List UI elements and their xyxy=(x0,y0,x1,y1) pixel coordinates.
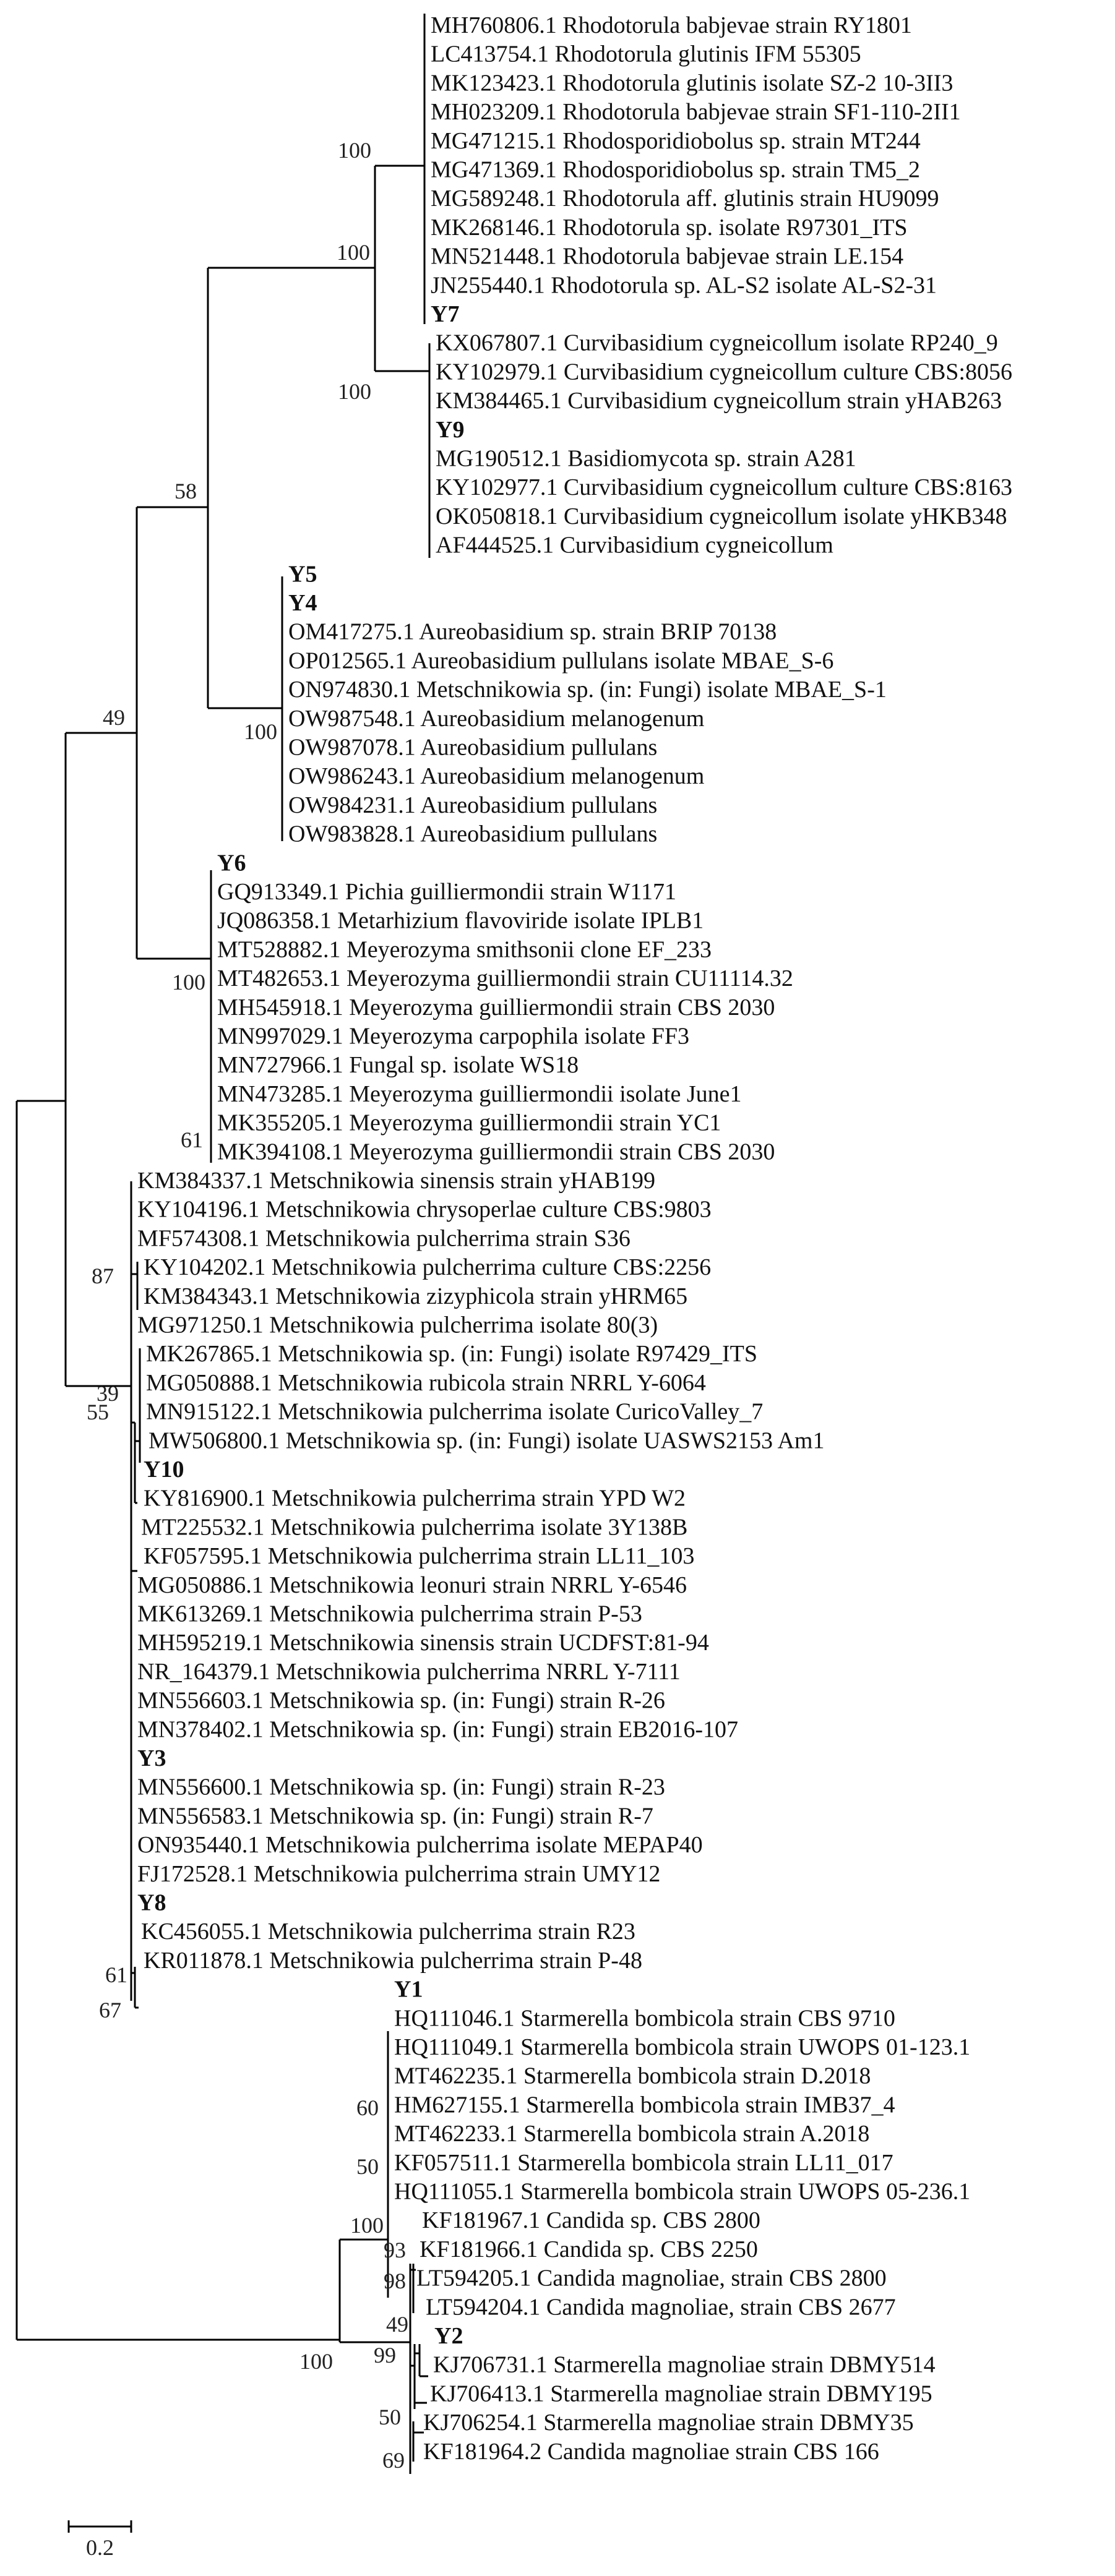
bootstrap-value: 100 xyxy=(299,2349,333,2374)
tip-label: OW986243.1 Aureobasidium melanogenum xyxy=(288,763,705,790)
tip-label: LT594204.1 Candida magnoliae, strain CBS 2677 xyxy=(426,2294,896,2321)
tip-label: MN378402.1 Metschnikowia sp. (in: Fungi) strain EB2016-107 xyxy=(137,1716,739,1743)
tip-label: MG471215.1 Rhodosporidiobolus sp. strain MT244 xyxy=(431,127,921,154)
tip-label: FJ172528.1 Metschnikowia pulcherrima strain UMY12 xyxy=(137,1860,661,1887)
bootstrap-value: 69 xyxy=(382,2448,405,2473)
tip-label: MN556603.1 Metschnikowia sp. (in: Fungi) strain R-26 xyxy=(137,1687,665,1714)
bootstrap-value: 100 xyxy=(338,138,371,163)
tip-label: KY816900.1 Metschnikowia pulcherrima strain YPD W2 xyxy=(144,1485,686,1512)
tip-label: MN473285.1 Meyerozyma guilliermondii isolate June1 xyxy=(217,1080,742,1107)
tip-label: OW984231.1 Aureobasidium pullulans xyxy=(288,792,658,818)
tip-label: MG190512.1 Basidiomycota sp. strain A281 xyxy=(436,445,856,472)
bootstrap-value: 50 xyxy=(379,2405,401,2429)
tip-label: MN556600.1 Metschnikowia sp. (in: Fungi) strain R-23 xyxy=(137,1774,665,1800)
bootstrap-value: 49 xyxy=(386,2312,408,2337)
tip-label: MK355205.1 Meyerozyma guilliermondii strain YC1 xyxy=(217,1110,721,1136)
tip-label: MN521448.1 Rhodotorula babjevae strain LE.154 xyxy=(431,243,904,270)
sample-label: Y4 xyxy=(288,590,317,616)
tip-label: ON974830.1 Metschnikowia sp. (in: Fungi) isolate MBAE_S-1 xyxy=(288,677,887,703)
tip-label: LC413754.1 Rhodotorula glutinis IFM 55305 xyxy=(431,41,861,67)
tip-label: HQ111049.1 Starmerella bombicola strain UWOPS 01-123.1 xyxy=(394,2034,971,2060)
tip-label: LT594205.1 Candida magnoliae, strain CBS 2800 xyxy=(416,2265,887,2291)
tip-label: MT528882.1 Meyerozyma smithsonii clone EF_233 xyxy=(217,936,712,963)
bootstrap-value: 60 xyxy=(356,2095,379,2120)
tip-label: JN255440.1 Rhodotorula sp. AL-S2 isolate AL-S2-31 xyxy=(431,272,937,299)
tip-label: OW987078.1 Aureobasidium pullulans xyxy=(288,734,658,761)
bootstrap-value: 100 xyxy=(337,240,370,265)
bootstrap-value: 87 xyxy=(92,1264,114,1288)
bootstrap-value: 93 xyxy=(384,2238,406,2262)
tip-label: MK394108.1 Meyerozyma guilliermondii strain CBS 2030 xyxy=(217,1139,775,1165)
tip-label: KR011878.1 Metschnikowia pulcherrima strain P-48 xyxy=(144,1947,642,1974)
bootstrap-value: 100 xyxy=(172,970,205,995)
tip-label: MN915122.1 Metschnikowia pulcherrima isolate CuricoValley_7 xyxy=(146,1398,764,1425)
tip-label: ON935440.1 Metschnikowia pulcherrima isolate MEPAP40 xyxy=(137,1832,703,1859)
tip-label: KC456055.1 Metschnikowia pulcherrima strain R23 xyxy=(141,1919,635,1945)
tip-label: MK613269.1 Metschnikowia pulcherrima strain P-53 xyxy=(137,1601,642,1627)
tip-label: AF444525.1 Curvibasidium cygneicollum xyxy=(436,532,833,558)
tip-label: HM627155.1 Starmerella bombicola strain IMB37_4 xyxy=(394,2092,895,2118)
bootstrap-value: 61 xyxy=(105,1962,127,1987)
tip-label: MG050886.1 Metschnikowia leonuri strain NRRL Y-6546 xyxy=(137,1572,687,1598)
tip-label: MG589248.1 Rhodotorula aff. glutinis strain HU9099 xyxy=(431,186,939,212)
tip-label: OK050818.1 Curvibasidium cygneicollum isolate yHKB348 xyxy=(436,503,1007,529)
tip-label: MN727966.1 Fungal sp. isolate WS18 xyxy=(217,1052,579,1079)
tip-label: KJ706413.1 Starmerella magnoliae strain DBMY195 xyxy=(430,2381,932,2407)
bootstrap-value: 55 xyxy=(87,1400,109,1424)
tip-label: KF057595.1 Metschnikowia pulcherrima strain LL11_103 xyxy=(144,1543,695,1570)
tip-label: GQ913349.1 Pichia guilliermondii strain W1171 xyxy=(217,879,676,905)
bootstrap-value: 49 xyxy=(103,705,125,730)
tip-label: KJ706254.1 Starmerella magnoliae strain DBMY35 xyxy=(423,2410,914,2436)
tip-label: MT462233.1 Starmerella bombicola strain A.2018 xyxy=(394,2121,870,2147)
sample-label: Y1 xyxy=(394,1976,423,2003)
tip-label: KM384465.1 Curvibasidium cygneicollum strain yHAB263 xyxy=(436,388,1002,414)
tip-label: OM417275.1 Aureobasidium sp. strain BRIP 70138 xyxy=(288,618,777,645)
tip-label: MG471369.1 Rhodosporidiobolus sp. strain TM5_2 xyxy=(431,156,921,183)
bootstrap-value: 39 xyxy=(97,1381,119,1406)
tip-label: KF181964.2 Candida magnoliae strain CBS 166 xyxy=(423,2438,879,2465)
sample-label: Y2 xyxy=(434,2323,463,2349)
tip-label: MN556583.1 Metschnikowia sp. (in: Fungi) strain R-7 xyxy=(137,1803,653,1829)
tip-label: HQ111046.1 Starmerella bombicola strain CBS 9710 xyxy=(394,2005,895,2032)
sample-label: Y7 xyxy=(431,301,460,327)
tip-label: MT225532.1 Metschnikowia pulcherrima isolate 3Y138B xyxy=(141,1514,688,1541)
tip-label: NR_164379.1 Metschnikowia pulcherrima NRRL Y-7111 xyxy=(137,1658,681,1685)
tip-label: JQ086358.1 Metarhizium flavoviride isolate IPLB1 xyxy=(217,907,704,934)
sample-label: Y6 xyxy=(217,850,246,876)
tip-label: KY102977.1 Curvibasidium cygneicollum culture CBS:8163 xyxy=(436,474,1012,501)
tip-label: HQ111055.1 Starmerella bombicola strain UWOPS 05-236.1 xyxy=(394,2178,971,2205)
sample-label: Y10 xyxy=(144,1457,184,1483)
sample-label: Y9 xyxy=(436,416,465,443)
bootstrap-value: 98 xyxy=(384,2269,406,2293)
scale-bar xyxy=(69,2520,131,2560)
sample-label: Y8 xyxy=(137,1889,166,1916)
tip-label: KY104196.1 Metschnikowia chrysoperlae culture CBS:9803 xyxy=(137,1196,712,1223)
tip-label: MG971250.1 Metschnikowia pulcherrima isolate 80(3) xyxy=(137,1312,658,1338)
bootstrap-value: 100 xyxy=(350,2213,384,2238)
bootstrap-value: 61 xyxy=(181,1128,203,1152)
tip-label: MF574308.1 Metschnikowia pulcherrima strain S36 xyxy=(137,1225,631,1252)
tip-label: OW983828.1 Aureobasidium pullulans xyxy=(288,821,658,847)
bootstrap-value: 67 xyxy=(99,1998,121,2022)
tip-label: MW506800.1 Metschnikowia sp. (in: Fungi) isolate UASWS2153 Am1 xyxy=(149,1427,825,1454)
bootstrap-value: 50 xyxy=(356,2154,379,2179)
tip-label: MH595219.1 Metschnikowia sinensis strain UCDFST:81-94 xyxy=(137,1630,709,1656)
tip-label: KY102979.1 Curvibasidium cygneicollum culture CBS:8056 xyxy=(436,359,1012,385)
tip-label: KF181966.1 Candida sp. CBS 2250 xyxy=(420,2236,758,2262)
tip-label: MG050888.1 Metschnikowia rubicola strain NRRL Y-6064 xyxy=(146,1369,706,1396)
tip-label: KJ706731.1 Starmerella magnoliae strain DBMY514 xyxy=(433,2351,936,2378)
tip-label: KF181967.1 Candida sp. CBS 2800 xyxy=(422,2207,760,2234)
tip-label: MH545918.1 Meyerozyma guilliermondii strain CBS 2030 xyxy=(217,994,775,1021)
tip-label: OW987548.1 Aureobasidium melanogenum xyxy=(288,705,705,732)
tip-label: OP012565.1 Aureobasidium pullulans isolate MBAE_S-6 xyxy=(288,648,834,674)
scale-bar-label: 0.2 xyxy=(86,2535,114,2560)
tip-label: KF057511.1 Starmerella bombicola strain LL11_017 xyxy=(394,2149,893,2176)
tip-label: KX067807.1 Curvibasidium cygneicollum isolate RP240_9 xyxy=(436,330,998,356)
tip-label: MH760806.1 Rhodotorula babjevae strain RY1801 xyxy=(431,12,912,38)
tip-label: MK267865.1 Metschnikowia sp. (in: Fungi) isolate R97429_ITS xyxy=(146,1341,757,1367)
tip-label: MT462235.1 Starmerella bombicola strain D.2018 xyxy=(394,2063,871,2089)
tip-label: KM384337.1 Metschnikowia sinensis strain yHAB199 xyxy=(137,1168,656,1194)
tip-label: MT482653.1 Meyerozyma guilliermondii strain CU11114.32 xyxy=(217,965,793,992)
tip-label: MK268146.1 Rhodotorula sp. isolate R97301_ITS xyxy=(431,214,908,241)
bootstrap-value: 58 xyxy=(174,479,197,503)
bootstrap-value: 100 xyxy=(338,379,371,404)
tip-label: KY104202.1 Metschnikowia pulcherrima culture CBS:2256 xyxy=(144,1254,712,1281)
tip-label: MN997029.1 Meyerozyma carpophila isolate FF3 xyxy=(217,1023,690,1050)
tip-labels xyxy=(137,12,1012,2465)
sample-label: Y3 xyxy=(137,1745,166,1771)
tip-label: KM384343.1 Metschnikowia zizyphicola strain yHRM65 xyxy=(144,1283,688,1309)
sample-label: Y5 xyxy=(288,561,317,588)
tip-label: MH023209.1 Rhodotorula babjevae strain SF1-110-2II1 xyxy=(431,99,961,126)
tip-label: MK123423.1 Rhodotorula glutinis isolate SZ-2 10-3II3 xyxy=(431,70,954,96)
bootstrap-value: 99 xyxy=(374,2343,396,2368)
bootstrap-value: 100 xyxy=(244,719,277,744)
